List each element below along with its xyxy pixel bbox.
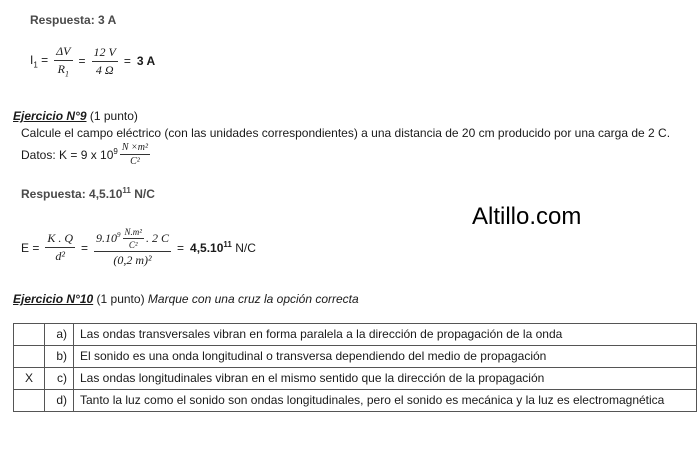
ex9-frac-inner: $\frac{\text{N.m²}}{\text{C²}}$ (124, 227, 142, 250)
option-letter-c: c) (45, 368, 74, 390)
ex10-title: Ejercicio N°10 (13, 292, 94, 306)
option-letter-d: d) (45, 390, 74, 412)
ex9-statement: Calcule el campo eléctrico (con las unidades correspondientes) a una distancia de 20 cm producido por una carga de 2 C. (21, 126, 671, 140)
option-row-d[interactable] (14, 390, 697, 412)
ex9-datos-frac: $\frac{\text{N ×m²}}{\text{C²}}$ (121, 142, 148, 167)
option-text-b: El sonido es una onda longitudinal o transversa dependiendo del medio de propagación (74, 346, 697, 368)
ex8-eq-result: 3 A (136, 54, 156, 69)
option-letter-a: a) (45, 324, 74, 346)
ex8-eq-lhs: $I_1$ = (30, 53, 49, 70)
options-table (13, 323, 697, 412)
option-mark-d[interactable] (14, 390, 45, 412)
watermark: Altillo.com (472, 203, 582, 230)
ex10-heading (13, 292, 359, 306)
option-row-b[interactable] (14, 346, 697, 368)
ex9-points: (1 punto) (89, 109, 138, 123)
option-mark-b[interactable] (14, 346, 45, 368)
ex9-answer: Respuesta: 4,5.10$^{11}$ N/C (21, 186, 155, 201)
ex8-equation: $I_1$ = $\frac{\Delta V}{R_1}$ = $\frac{12 V}{4 \Omega}$ = 3 A (30, 44, 156, 79)
option-row-a[interactable] (14, 324, 697, 346)
ex9-equation: E = $\frac{K . Q}{\text{d²}}$ = 9.10$^9$ $\frac{\text{N.m²}}{\text{C²}}$ . 2 C (0,2 m)² = 4,5.10$^{11}$ N/C (21, 227, 256, 267)
ex9-frac-big: 9.10$^9$ $\frac{\text{N.m²}}{\text{C²}}$ . 2 C (0,2 m)² (96, 227, 170, 267)
option-letter-b: b) (45, 346, 74, 368)
ex10-instruction: Marque con una cruz la opción correcta (147, 292, 359, 306)
ex10-points: (1 punto) (96, 292, 145, 306)
ex8-frac2: $\frac{12 V}{4 \Omega}$ (93, 44, 116, 77)
ex9-title: Ejercicio N°9 (13, 109, 87, 123)
option-text-a: Las ondas transversales vibran en forma paralela a la dirección de propagación de la onda (74, 324, 697, 346)
option-text-c: Las ondas longitudinales vibran en el mismo sentido que la dirección de la propagación (74, 368, 697, 390)
ex9-datos: Datos: K = 9 x $10^9$ $\frac{\text{N ×m²}}{\text{C²}}$ (21, 142, 148, 167)
option-mark-c[interactable]: X (14, 368, 45, 390)
option-text-d: Tanto la luz como el sonido son ondas longitudinales, pero el sonido es mecánica y la luz es electromagnética (74, 390, 697, 412)
option-row-c[interactable] (14, 368, 697, 390)
ex9-eq-lhs: E = (21, 240, 40, 255)
ex9-heading (13, 109, 138, 123)
ex9-eq-result: 4,5.10$^{11}$ N/C (190, 240, 256, 255)
ex8-frac1: $\frac{\Delta V}{R_1}$ (56, 44, 71, 79)
option-mark-a[interactable] (14, 324, 45, 346)
ex9-frac1: $\frac{K . Q}{\text{d²}}$ (47, 231, 74, 263)
ex8-answer: Respuesta: 3 A (30, 13, 117, 27)
